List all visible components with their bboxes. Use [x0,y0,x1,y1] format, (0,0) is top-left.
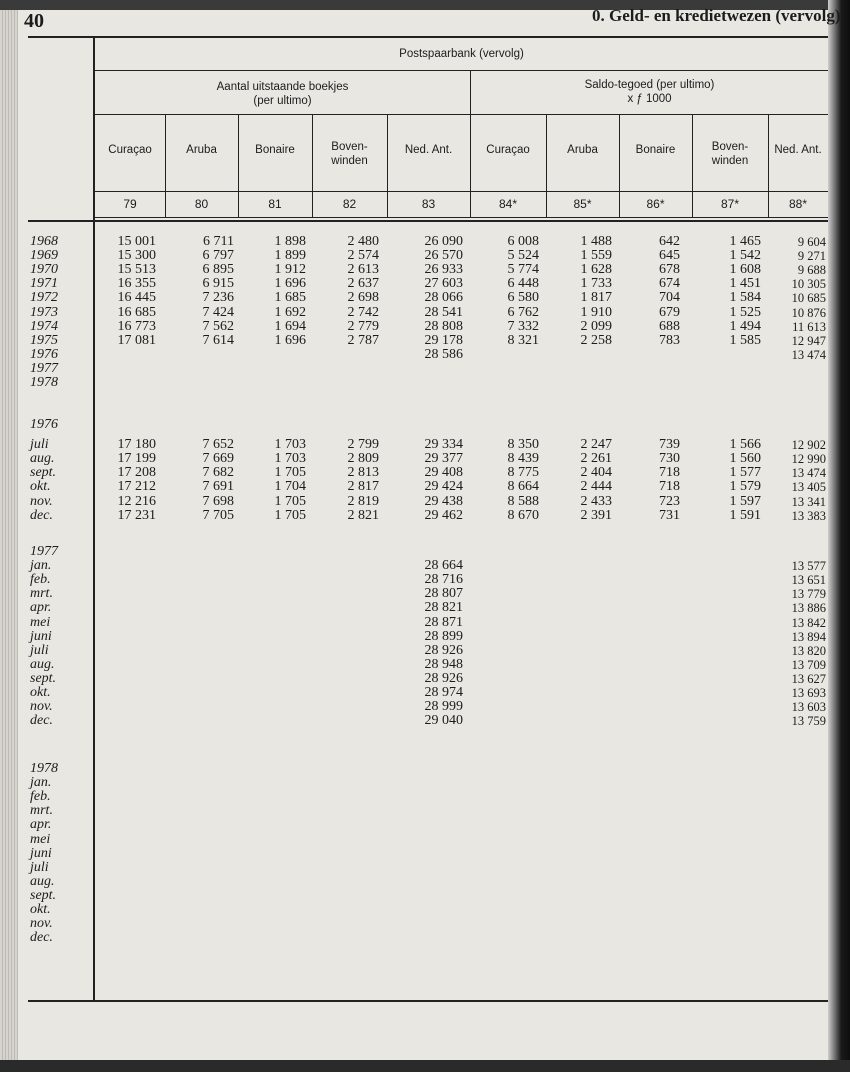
table-cell: 16 773 [117,318,156,334]
column-header [312,140,387,168]
table-cell: 8 775 [507,465,539,481]
table-cell: 28 541 [424,304,463,320]
table-cell: 1 451 [729,276,761,292]
table-cell: 679 [659,304,680,320]
table-cell: 29 334 [424,437,463,453]
table-cell: 2 099 [580,318,612,334]
table-cell: 26 090 [424,234,463,249]
table-cell: 1 542 [729,248,761,264]
section-year-heading: 1976 [30,417,58,432]
table-cell: 13 627 [791,671,826,686]
group-heading-booklets: Aantal uitstaande boekjes (per ultimo) [216,81,349,107]
page-number: 40 [24,10,44,32]
table-cell: 730 [659,451,680,467]
row-label: feb. [30,572,51,588]
table-cell: 2 480 [347,234,379,249]
table-cell: 1 694 [274,318,306,334]
table-cell: 739 [659,437,680,453]
scan-border-right [828,0,850,1072]
table-cell: 8 350 [507,437,539,453]
table-cell: 28 586 [424,346,463,362]
table-cell: 1 585 [729,332,761,348]
row-label: 1969 [30,248,58,264]
table-cell: 642 [659,234,680,249]
table-cell: 26 570 [424,248,463,264]
column-header-line: Bonaire [635,144,676,156]
table-cell: 2 821 [347,507,379,523]
row-label: 1977 [30,360,58,376]
row-label: feb. [30,789,51,805]
table-cell: 678 [659,262,680,278]
column-header [692,140,768,168]
table-cell: 13 709 [791,657,826,672]
table-cell: 28 999 [424,699,463,715]
table-cell: 5 524 [507,248,539,264]
row-label: mei [30,831,51,847]
row-label: aug. [30,656,55,672]
table-cell: 7 332 [507,318,539,334]
table-cell: 28 716 [424,572,463,588]
row-label: 1975 [30,332,58,348]
column-header [238,143,312,157]
table-cell: 2 391 [580,507,612,523]
table-cell: 1 465 [729,234,761,249]
row-label: dec. [30,930,53,946]
table-cell: 13 894 [791,629,826,644]
table-cell: 7 424 [202,304,234,320]
table-cell: 13 383 [791,508,826,523]
table-cell: 10 685 [791,291,826,306]
running-head: 0. Geld- en kredietwezen (vervolg) [592,6,841,25]
table-cell: 6 448 [507,276,539,292]
table-cell: 12 990 [791,452,826,467]
table-cell: 9 688 [797,263,826,278]
row-label: aug. [30,451,55,467]
table-cell: 8 670 [507,507,539,523]
column-header-line: winden [331,155,368,167]
table-cell: 1 703 [274,451,306,467]
row-label: mrt. [30,803,53,819]
table-cell: 2 247 [580,437,612,453]
row-label: mei [30,614,51,630]
table-cell: 9 271 [797,249,826,264]
table-cell: 2 813 [347,465,379,481]
table-cell: 29 040 [424,713,463,729]
table-cell: 8 321 [507,332,539,348]
column-header-line: Bonaire [255,144,295,156]
table-cell: 2 698 [347,290,379,306]
table-cell: 645 [659,248,680,264]
table-cell: 15 513 [117,262,156,278]
table-cell: 2 258 [580,332,612,348]
column-header [95,143,165,157]
table-cell: 8 588 [507,493,539,509]
table-cell: 28 948 [424,656,463,672]
table-cell: 15 001 [117,234,156,249]
table-cell: 28 871 [424,614,463,630]
row-label: mrt. [30,586,53,602]
table-cell: 7 682 [202,465,234,481]
row-label: juli [30,437,49,453]
row-label: 1973 [30,304,58,320]
table-cell: 13 603 [791,700,826,715]
table-cell: 1 559 [580,248,612,264]
row-label: apr. [30,817,52,833]
table-cell: 1 696 [274,332,306,348]
table-cell: 13 651 [791,573,826,588]
table-cell: 12 216 [117,493,156,509]
table-cell: 1 817 [580,290,612,306]
table-cell: 29 438 [424,493,463,509]
table-cell: 7 705 [202,507,234,523]
page-stack-edge [0,10,18,1060]
table-cell: 1 488 [580,234,612,249]
table-cell: 13 759 [791,714,826,729]
section-year-heading: 1977 [30,544,58,559]
table-cell: 1 898 [274,234,306,249]
table-cell: 28 974 [424,685,463,700]
table-cell: 2 799 [347,437,379,453]
row-label: juni [30,628,52,644]
table-cell: 28 821 [424,600,463,616]
table-cell: 13 474 [791,466,826,481]
table-cell: 1 696 [274,276,306,292]
table-cell: 2 404 [580,465,612,481]
column-header [387,143,470,157]
column-header-line: winden [711,155,749,167]
table-cell: 1 705 [274,465,306,481]
table-cell: 17 081 [117,332,156,348]
column-number: 79 [123,197,137,211]
table-cell: 13 474 [791,347,826,362]
column-header [619,143,692,157]
table-cell: 9 604 [797,235,826,249]
table-cell: 10 876 [791,305,826,320]
table-cell: 16 445 [117,290,156,306]
table-cell: 28 664 [424,558,463,574]
table-cell: 1 494 [729,318,761,334]
table-cell: 5 774 [507,262,539,278]
row-label: nov. [30,493,53,509]
row-label: 1971 [30,276,58,292]
table-cell: 17 199 [117,451,156,467]
table-cell: 7 236 [202,290,234,306]
table-cell: 8 664 [507,479,539,495]
row-label: dec. [30,713,53,729]
table-cell: 13 779 [791,587,826,602]
row-label: apr. [30,600,52,616]
row-label: 1970 [30,262,58,278]
table-cell: 2 787 [347,332,379,348]
table-cell: 29 408 [424,465,463,481]
row-label: okt. [30,902,51,917]
column-header-line: Ned. Ant. [774,144,822,156]
table-cell: 13 820 [791,643,826,658]
column-header-line: Curaçao [486,144,530,156]
row-label: 1974 [30,318,58,334]
scan-border-bottom [0,1060,850,1072]
table-cell: 13 693 [791,686,826,700]
table-cell: 16 685 [117,304,156,320]
table-cell: 13 405 [791,480,826,495]
row-label: okt. [30,685,51,700]
table-cell: 6 895 [202,262,234,278]
table-cell: 7 614 [202,332,234,348]
table-cell: 723 [659,493,680,509]
table-cell: 688 [659,318,680,334]
row-label: nov. [30,916,53,932]
table-cell: 674 [659,276,680,292]
table-cell: 704 [659,290,680,306]
table-cell: 6 797 [202,248,234,264]
row-label: 1968 [30,234,58,249]
column-number: 88* [788,197,808,211]
table-cell: 29 462 [424,507,463,523]
table-cell: 1 705 [274,507,306,523]
table-cell: 7 698 [202,493,234,509]
table-cell: 8 439 [507,451,539,467]
row-label: nov. [30,699,53,715]
table-cell: 27 603 [424,276,463,292]
table-cell: 28 808 [424,318,463,334]
table-cell: 2 817 [347,479,379,495]
table-cell: 13 577 [791,559,826,574]
table-cell: 1 560 [729,451,761,467]
table-cell: 13 886 [791,601,826,616]
table-cell: 2 819 [347,493,379,509]
table-cell: 28 807 [424,586,463,602]
column-header-line: Curaçao [108,144,152,156]
table-cell: 1 910 [580,304,612,320]
table-cell: 1 566 [729,437,761,453]
table-cell: 13 341 [791,494,826,509]
column-number: 87* [720,197,740,211]
table-cell: 6 580 [507,290,539,306]
table-cell: 1 704 [274,479,306,495]
table-cell: 2 433 [580,493,612,509]
column-header-line: Ned. Ant. [404,144,453,156]
table-cell: 783 [659,332,680,348]
table-cell: 6 008 [507,234,539,249]
table-cell: 2 637 [347,276,379,292]
table-cell: 7 652 [202,437,234,453]
table-cell: 26 933 [424,262,463,278]
column-number: 83 [421,197,436,211]
table-cell: 718 [659,465,680,481]
table-cell: 1 912 [274,262,306,278]
row-label: dec. [30,507,53,523]
table-cell: 7 669 [202,451,234,467]
row-label: 1978 [30,375,58,390]
table-cell: 1 685 [274,290,306,306]
table-cell: 11 613 [792,319,826,334]
table-cell: 1 628 [580,262,612,278]
row-label: juli [30,642,49,658]
table-title: Postspaarbank (vervolg) [399,48,524,60]
table-cell: 28 926 [424,670,463,686]
table-cell: 28 066 [424,290,463,306]
table-cell: 12 902 [791,438,826,453]
column-header-line: Boven- [331,141,368,153]
table-cell: 17 208 [117,465,156,481]
table-cell: 6 711 [203,234,234,249]
row-label: juli [30,859,49,875]
row-label: aug. [30,873,55,889]
group-heading-balance: Saldo-tegoed (per ultimo) x ƒ 1000 [584,79,715,105]
table-cell: 2 779 [347,318,379,334]
table-cell: 6 915 [202,276,234,292]
table-cell: 1 579 [729,479,761,495]
table-cell: 13 842 [791,615,826,630]
table-cell: 29 424 [424,479,463,495]
table-cell: 29 377 [424,451,463,467]
column-number: 80 [194,197,209,211]
table-cell: 28 899 [424,628,463,644]
table-cell: 1 608 [729,262,761,278]
table-cell: 2 809 [347,451,379,467]
column-number: 86* [646,197,665,211]
table-cell: 12 947 [791,333,826,348]
column-header [768,143,828,157]
table-cell: 1 597 [729,493,761,509]
table-cell: 1 899 [274,248,306,264]
row-label: 1976 [30,346,58,362]
table-cell: 1 692 [274,304,306,320]
table-cell: 2 444 [580,479,612,495]
table-cell: 28 926 [424,642,463,658]
column-header [546,143,619,157]
table-cell: 2 261 [580,451,612,467]
column-header-line: Boven- [711,141,749,153]
column-number: 85* [573,197,592,211]
table-cell: 2 742 [347,304,379,320]
column-header [470,143,546,157]
row-label: jan. [30,775,52,791]
column-header-line: Aruba [186,144,217,156]
row-label: jan. [30,558,52,574]
table-cell: 17 231 [117,507,156,523]
row-label: 1972 [30,290,58,306]
table-cell: 1 705 [274,493,306,509]
column-number: 82 [342,197,357,211]
table-cell: 1 733 [580,276,612,292]
row-label: okt. [30,479,51,495]
table-cell: 7 562 [202,318,234,334]
table-cell: 731 [659,507,680,523]
table-cell: 29 178 [424,332,463,348]
row-label: sept. [30,465,57,481]
table-cell: 1 703 [274,437,306,453]
table-cell: 1 525 [729,304,761,320]
table-cell: 2 613 [347,262,379,278]
table-cell: 15 300 [117,248,156,264]
table-cell: 1 577 [729,465,761,481]
row-label: sept. [30,670,57,686]
table-cell: 17 212 [117,479,156,495]
column-number: 84* [498,197,518,211]
table-cell: 1 584 [729,290,761,306]
table-cell: 10 305 [791,277,826,292]
column-header [165,143,238,157]
section-year-heading: 1978 [30,761,58,776]
table-cell: 17 180 [117,437,156,453]
table-cell: 7 691 [202,479,234,495]
row-label: juni [30,845,52,861]
row-label: sept. [30,887,57,903]
table-cell: 6 762 [507,304,539,320]
column-number: 81 [268,197,282,211]
table-cell: 16 355 [117,276,156,292]
table-cell: 2 574 [347,248,379,264]
table-cell: 718 [659,479,680,495]
column-header-line: Aruba [567,144,598,156]
table-cell: 1 591 [729,507,761,523]
